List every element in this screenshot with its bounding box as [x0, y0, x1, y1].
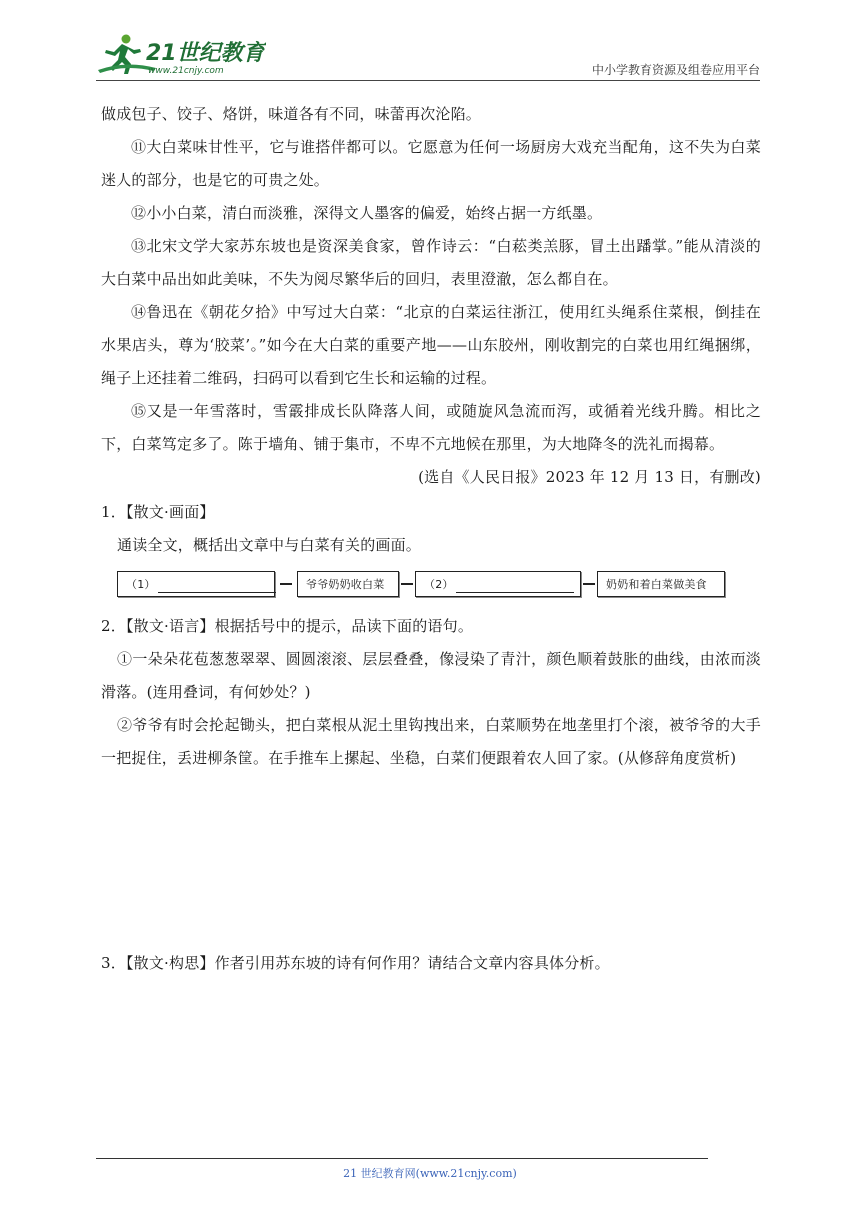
flow-box-2 [297, 571, 399, 597]
paragraph-11: ⑪大白菜味甘性平，它与谁搭伴都可以。它愿意为任何一场厨房大戏充当配角，这不失为白菜迷人的部分，也是它的可贵之处。 [101, 138, 761, 189]
article-source: (选自《人民日报》2023 年 12 月 13 日，有删改) [418, 468, 761, 486]
paragraph-13: ⑬北宋文学大家苏东坡也是资深美食家，曾作诗云：“白菘类羔豚，冒土出蹯掌。”能从清淡的大白菜中品出如此美味，不失为阅尽繁华后的回归，表里澄澈，怎么都自在。 [101, 237, 761, 288]
question-2-title: 2．【散文·语言】根据括号中的提示，品读下面的语句。 [101, 617, 474, 635]
answer-space-q2[interactable] [101, 775, 761, 945]
paragraph-15: ⑮又是一年雪落时，雪霰排成长队降落人间，或随旋风急流而泻，或循着光线升腾。相比之下，白菜笃定多了。陈于墙角、铺于集市，不卑不亢地候在那里，为大地降冬的洗礼而揭幕。 [101, 402, 761, 453]
answer-blank-2[interactable] [456, 578, 574, 593]
footer-divider [96, 1158, 708, 1159]
flow-box-2-text: 爷爷奶奶收白菜 [306, 578, 385, 591]
scene-flow-diagram [117, 568, 727, 604]
answer-blank-1[interactable] [158, 578, 276, 593]
footer-link[interactable]: 21 世纪教育网(www.21cnjy.com) [343, 1167, 517, 1180]
question-2-item-1: ①一朵朵花苞葱葱翠翠、圆圆滚滚、层层叠叠，像浸染了青汁，颜色顺着鼓胀的曲线，由浓而淡滑落。(连用叠词，有何妙处？) [101, 650, 761, 701]
question-1-prompt: 通读全文，概括出文章中与白菜有关的画面。 [117, 536, 422, 554]
flow-blank-box-1[interactable] [117, 571, 275, 597]
flow-connector [280, 583, 292, 585]
question-1-title: 1．【散文·画面】 [101, 503, 215, 521]
question-2-item-2: ②爷爷有时会抡起锄头，把白菜根从泥土里钩拽出来，白菜顺势在地垄里打个滚，被爷爷的大手一把捉住，丢进柳条筐。在手推车上摞起、坐稳，白菜们便跟着农人回了家。(从修辞角度赏析) [101, 716, 761, 767]
flow-box-3-label: （2） [424, 578, 454, 591]
question-3-title: 3．【散文·构思】作者引用苏东坡的诗有何作用？请结合文章内容具体分析。 [101, 954, 610, 972]
flow-connector [401, 583, 413, 585]
paragraph-12: ⑫小小白菜，清白而淡雅，深得文人墨客的偏爱，始终占据一方纸墨。 [131, 204, 603, 222]
flow-connector [583, 583, 595, 585]
flow-box-1-label: （1） [126, 578, 156, 591]
platform-tagline: 中小学教育资源及组卷应用平台 [591, 63, 760, 77]
logo-text: 21世纪教育 [146, 41, 265, 66]
document-body [101, 98, 761, 980]
paragraph-14: ⑭鲁迅在《朝花夕拾》中写过大白菜：“北京的白菜运往浙江，使用红头绳系住菜根，倒挂在水果店头，尊为‘胶菜’。”如今在大白菜的重要产地——山东胶州，刚收割完的白菜也用红绳捆绑，绳子上还挂着二维码，扫码可以看到它生长和运输的过程。 [101, 303, 761, 387]
page-header [96, 30, 760, 80]
flow-box-4 [597, 571, 725, 597]
flow-blank-box-2[interactable] [415, 571, 581, 597]
site-logo[interactable] [96, 30, 266, 78]
logo-url: www.21cnjy.com [148, 66, 224, 76]
paragraph-continued: 做成包子、饺子、烙饼，味道各有不同，味蕾再次沦陷。 [101, 105, 482, 123]
runner-logo-icon [96, 30, 266, 78]
flow-box-4-text: 奶奶和着白菜做美食 [606, 578, 707, 591]
header-divider [96, 80, 760, 81]
